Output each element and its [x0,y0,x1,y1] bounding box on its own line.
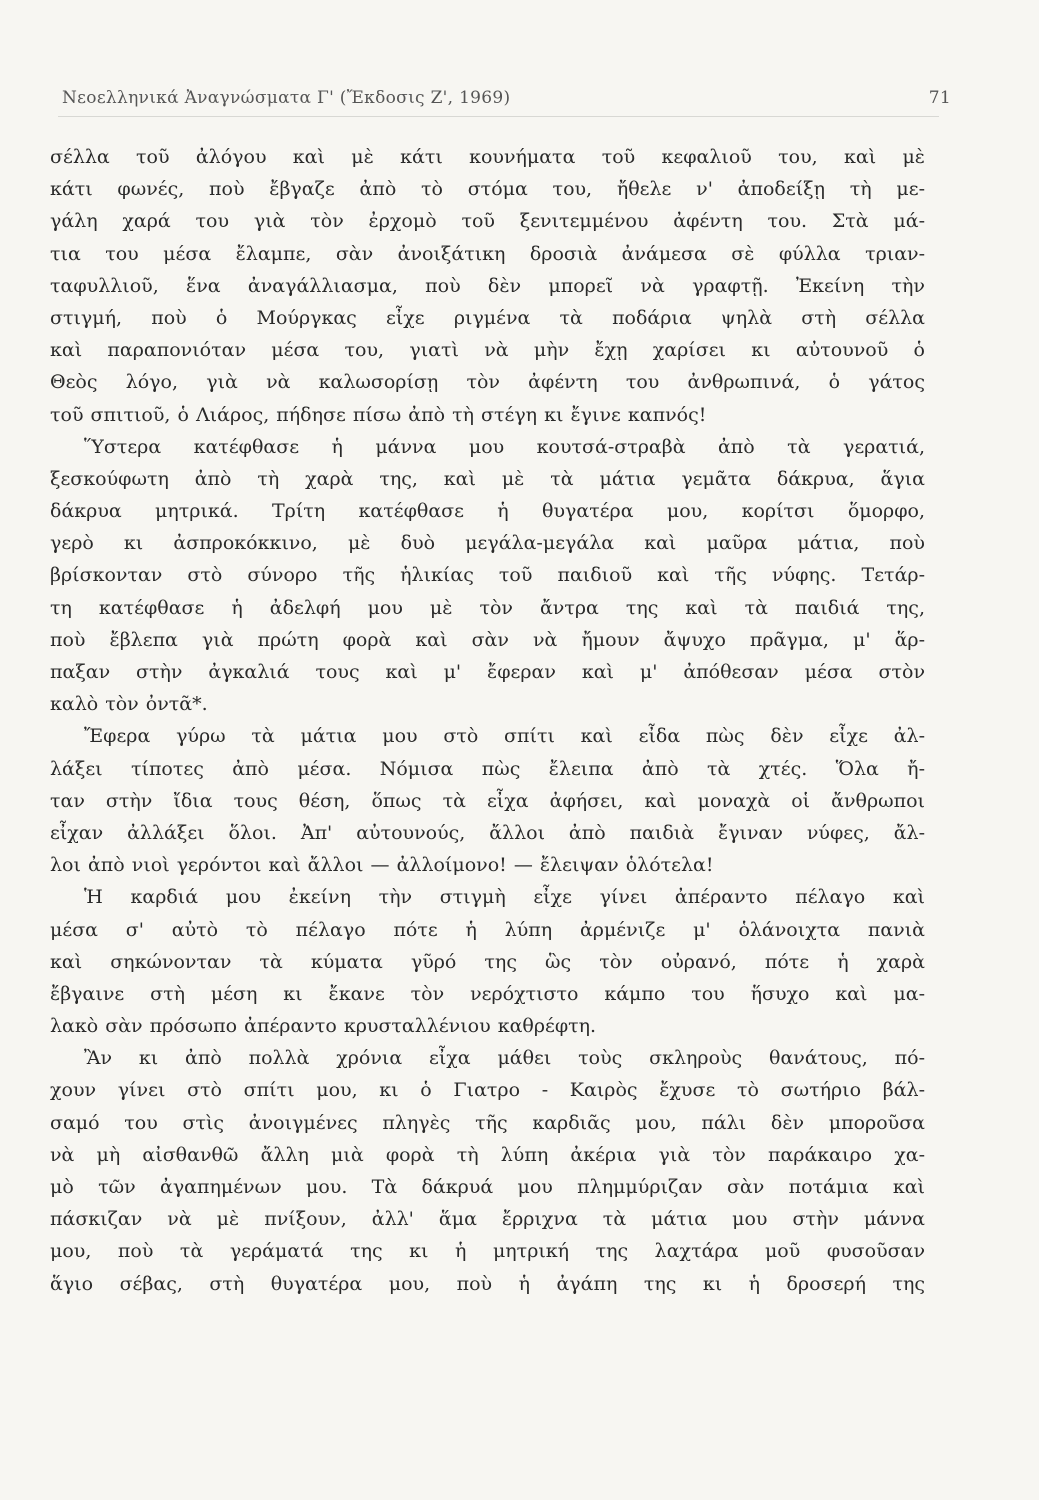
text-line: Ἡ καρδιά μου ἐκείνη τὴν στιγμὴ εἶχε γίνει ἀπέραντο πέλαγο καὶ [84,886,925,909]
text-line: Ἂν κι ἀπὸ πολλὰ χρόνια εἶχα μάθει τοὺς σκληροὺς θανάτους, πό- [84,1047,925,1070]
text-line: λακὸ σὰν πρόσωπο ἀπέραντο κρυσταλλένιου καθρέφτη. [50,1015,597,1038]
text-line: τια του μέσα ἔλαμπε, σὰν ἀνοιξάτικη δροσιὰ ἀνάμεσα σὲ φύλλα τριαν- [50,242,925,265]
text-line: ἔβγαινε στὴ μέση κι ἔκανε τὸν νερόχτιστο κάμπο του ἥσυχο καὶ μα- [50,982,925,1005]
text-line: μέσα σ' αὐτὸ τὸ πέλαγο πότε ἡ λύπη ἀρμένιζε μ' ὁλάνοιχτα πανιὰ [50,918,925,941]
text-line: κάτι φωνές, ποὺ ἔβγαζε ἀπὸ τὸ στόμα του, ἤθελε ν' ἀποδείξῃ τὴ με- [50,178,925,201]
text-line: εἶχαν ἀλλάξει ὅλοι. Ἀπ' αὐτουνούς, ἄλλοι ἀπὸ παιδιὰ ἔγιναν νύφες, ἄλ- [50,821,925,844]
text-line: ταφυλλιοῦ, ἕνα ἀναγάλλιασμα, ποὺ δὲν μπορεῖ νὰ γραφτῇ. Ἐκείνη τὴν [50,274,925,297]
text-line: ξεσκούφωτη ἀπὸ τὴ χαρὰ της, καὶ μὲ τὰ μάτια γεμᾶτα δάκρυα, ἅγια [50,467,925,490]
text-line: πάσκιζαν νὰ μὲ πνίξουν, ἀλλ' ἅμα ἔρριχνα τὰ μάτια μου στὴν μάννα [50,1208,925,1231]
text-line: καὶ παραπονιόταν μέσα του, γιατὶ νὰ μὴν ἔχῃ χαρίσει κι αὐτουνοῦ ὁ [50,339,925,362]
text-line: δάκρυα μητρικά. Τρίτη κατέφθασε ἡ θυγατέρα μου, κορίτσι ὅμορφο, [50,500,925,523]
text-line: σέλλα τοῦ ἀλόγου καὶ μὲ κάτι κουνήματα τοῦ κεφαλιοῦ του, καὶ μὲ [50,146,925,168]
text-line: σαμό του στὶς ἀνοιγμένες πληγὲς τῆς καρδιᾶς μου, πάλι δὲν μποροῦσα [50,1111,925,1134]
text-line: γάλη χαρά του γιὰ τὸν ἐρχομὸ τοῦ ξενιτεμμένου ἀφέντη του. Στὰ μά- [50,210,925,233]
text-line: λάξει τίποτες ἀπὸ μέσα. Νόμισα πὼς ἔλειπα ἀπὸ τὰ χτές. Ὅλα ἤ- [50,757,925,780]
text-line: ποὺ ἔβλεπα γιὰ πρώτη φορὰ καὶ σὰν νὰ ἤμουν ἄψυχο πρᾶγμα, μ' ἅρ- [50,628,925,651]
text-line: χουν γίνει στὸ σπίτι μου, κι ὁ Γιατρο - Καιρὸς ἔχυσε τὸ σωτήριο βάλ- [50,1079,925,1102]
text-line: γερὸ κι ἀσπροκόκκινο, μὲ δυὸ μεγάλα-μεγάλα καὶ μαῦρα μάτια, ποὺ [50,532,925,555]
text-line: στιγμή, ποὺ ὁ Μούργκας εἶχε ριγμένα τὰ ποδάρια ψηλὰ στὴ σέλλα [50,306,925,329]
running-head [58,86,951,117]
text-line: μὸ τῶν ἀγαπημένων μου. Τὰ δάκρυά μου πλημμύριζαν σὰν ποτάμια καὶ [50,1176,925,1198]
text-line: τοῦ σπιτιοῦ, ὁ Λιάρος, πήδησε πίσω ἀπὸ τὴ στέγη κι ἔγινε καπνός! [50,403,707,426]
text-line: ταν στὴν ἴδια τους θέση, ὅπως τὰ εἶχα ἀφήσει, καὶ μοναχὰ οἱ ἄνθρωποι [50,789,925,812]
page-number: 71 [928,88,951,108]
text-line: λοι ἀπὸ νιοὶ γερόντοι καὶ ἄλλοι — ἀλλοίμονο! — ἔλειψαν ὁλότελα! [50,854,714,877]
running-head-title: Νεοελληνικά Ἀναγνώσματα Γ' (Ἔκδοσις Ζ', 1969) [62,88,511,108]
text-line: βρίσκονταν στὸ σύνορο τῆς ἡλικίας τοῦ παιδιοῦ καὶ τῆς νύφης. Τετάρ- [50,564,925,587]
text-line: καλὸ τὸν ὀντᾶ*. [50,693,208,716]
text-line: ἅγιο σέβας, στὴ θυγατέρα μου, ποὺ ἡ ἀγάπη της κι ἡ δροσερή της [50,1272,925,1295]
text-line: Ἔφερα γύρω τὰ μάτια μου στὸ σπίτι καὶ εἶδα πὼς δὲν εἶχε ἀλ- [84,725,925,748]
text-line: Ὕστερα κατέφθασε ἡ μάννα μου κουτσά-στραβὰ ἀπὸ τὰ γερατιά, [84,435,925,458]
text-line: μου, ποὺ τὰ γεράματά της κι ἡ μητρική της λαχτάρα μοῦ φυσοῦσαν [50,1240,925,1263]
text-line: νὰ μὴ αἰσθανθῶ ἄλλη μιὰ φορὰ τὴ λύπη ἀκέρια γιὰ τὸν παράκαιρο χα- [50,1143,925,1166]
text-line: παξαν στὴν ἀγκαλιά τους καὶ μ' ἔφεραν καὶ μ' ἀπόθεσαν μέσα στὸν [50,661,925,683]
text-line: καὶ σηκώνονταν τὰ κύματα γῦρό της ὣς τὸν οὐρανό, πότε ἡ χαρὰ [50,950,925,973]
text-line: τη κατέφθασε ἡ ἀδελφή μου μὲ τὸν ἄντρα της καὶ τὰ παιδιά της, [50,596,925,619]
text-line: Θεὸς λόγο, γιὰ νὰ καλωσορίσῃ τὸν ἀφέντη του ἀνθρωπινά, ὁ γάτος [50,371,925,394]
body-text [50,141,925,1300]
